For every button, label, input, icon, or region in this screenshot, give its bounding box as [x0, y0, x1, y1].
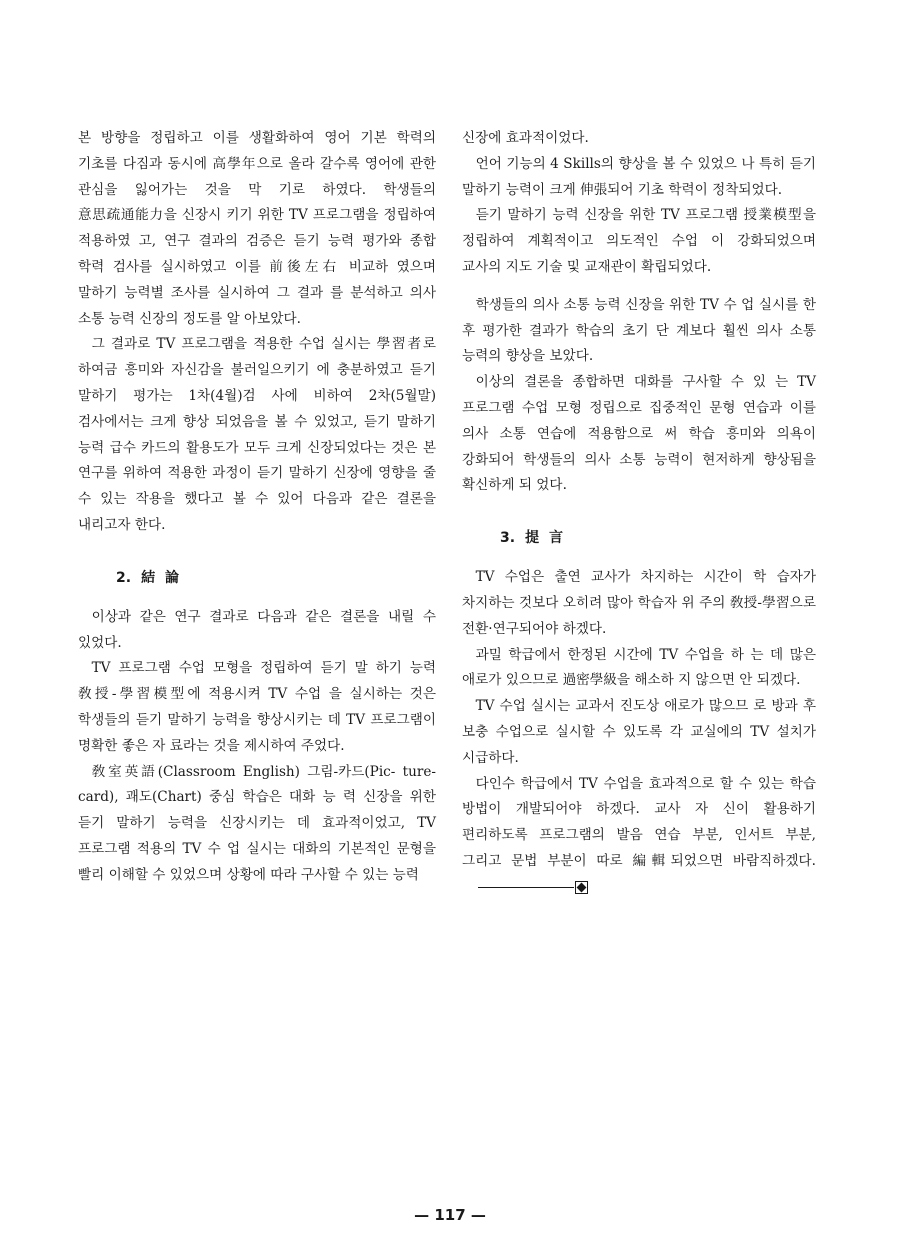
body-paragraph: 본 방향을 정립하고 이를 생활화하여 영어 기본 학력의 기초를 다짐과 동시에 高學年으로 올라 갈수록 영어에 관한 관심을 잃어가는 것을 막 기로 하였다. 학생들의 意思疏通能力을 신장시 키기 위한 TV 프로그램을 정립하여 적용하였 고, 연구 결과의 검증은 듣기 능력 평가와 종합 학력 검사를 실시하였고 이를 前後左右 비교하 였으며 말하기 능력별 조사를 실시하여 그 결과 를 분석하고 의사 소통 능력 신장의 정도를 알 아보았다. [78, 130, 436, 327]
body-paragraph-last [462, 772, 816, 901]
end-rule [478, 887, 574, 888]
body-paragraph: 이상과 같은 연구 결과로 다음과 같은 결론을 내릴 수 있었다. [78, 608, 436, 651]
body-paragraph-text: 다인수 학급에서 TV 수업을 효과적으로 할 수 있는 학습 방법이 개발되어야 하겠다. 교사 자 신이 활용하기 편리하도록 프로그램의 발음 연습 부분, 인서트 부분, 그리고 문법 부분이 따로 編輯되었으면 바람직하겠다. [462, 775, 816, 869]
section-number: 3. [500, 530, 516, 547]
body-paragraph: 언어 기능의 4 Skills의 향상을 볼 수 있었으 나 특히 듣기 말하기 능력이 크게 伸張되어 기초 학력이 정착되었다. [462, 155, 816, 198]
page-number: — 117 — [414, 1206, 486, 1224]
body-paragraph: 과밀 학급에서 한정된 시간에 TV 수업을 하 는 데 많은 애로가 있으므로 過密學級을 해소하 지 않으면 안 되겠다. [462, 646, 816, 689]
body-paragraph: 신장에 효과적이었다. [462, 130, 589, 146]
body-paragraph: 학생들의 의사 소통 능력 신장을 위한 TV 수 업 실시를 한 후 평가한 결과가 학습의 초기 단 계보다 훨씬 의사 소통 능력의 향상을 보았다. [462, 296, 816, 365]
section-title: 結論 [141, 569, 190, 586]
end-of-article-mark [464, 875, 588, 901]
section-number: 2. [116, 569, 132, 586]
body-paragraph: TV 수업 실시는 교과서 진도상 애로가 많으므 로 방과 후 보충 수업으로 실시할 수 있도록 각 교실에의 TV 설치가 시급하다. [462, 698, 816, 766]
section-heading-proposal [462, 525, 816, 551]
body-paragraph: 이상의 결론을 종합하면 대화를 구사할 수 있 는 TV 프로그램 수업 모형 정립으로 집중적인 문형 연습과 이를 의사 소통 연습에 적용함으로 써 학습 흥미와 의욕이 강화되어 학생들의 의사 소통 능력이 현저하게 향상됨을 확신하게 되 었다. [462, 374, 816, 494]
left-column [78, 126, 436, 889]
body-paragraph: 듣기 말하기 능력 신장을 위한 TV 프로그램 授業模型을 정립하여 계획적이고 의도적인 수업 이 강화되었으며 교사의 지도 기술 및 교재관이 확립되었다. [462, 207, 816, 275]
right-column [462, 126, 816, 901]
body-paragraph: 그 결과로 TV 프로그램을 적용한 수업 실시는 學習者로 하여금 흥미와 자신감을 불러일으키기 에 충분하였고 듣기 말하기 평가는 1차(4월)검 사에 비하여 2차(5월말)검사에서는 크게 향상 되었음을 볼 수 있었고, 듣기 말하기 능력 급수 카드의 활용도가 모두 크게 신장되었다는 것은 본 연구를 위하여 적용한 과정이 듣기 말하기 신장에 영향을 줄 수 있는 작용을 했다고 볼 수 있어 다음과 같은 결론을 내리고자 한다. [78, 336, 436, 533]
body-paragraph: TV 프로그램 수업 모형을 정립하여 듣기 말 하기 능력 敎授-學習模型에 적용시켜 TV 수업 을 실시하는 것은 학생들의 듣기 말하기 능력을 향상시키는 데 TV 프로그램이 명확한 좋은 자 료라는 것을 제시하여 주었다. [78, 660, 436, 754]
body-paragraph: 敎室英語(Classroom English) 그림-카드(Pic- ture-card), 괘도(Chart) 중심 학습은 대화 능 력 신장을 위한 듣기 말하기 능력을 신장시키는 데 효과적이었고, TV 프로그램 적용의 TV 수 업 실시는 대화의 기본적인 문형을 빨리 이해할 수 있었으며 상황에 따라 구사할 수 있는 능력 [78, 763, 436, 883]
section-title: 提言 [525, 530, 574, 547]
body-paragraph: TV 수업은 출연 교사가 차지하는 시간이 학 습자가 차지하는 것보다 오히려 많아 학습자 위 주의 敎授-學習으로 전환·연구되어야 하겠다. [462, 569, 816, 637]
section-heading-conclusion [78, 565, 436, 591]
diamond-icon [575, 881, 588, 894]
